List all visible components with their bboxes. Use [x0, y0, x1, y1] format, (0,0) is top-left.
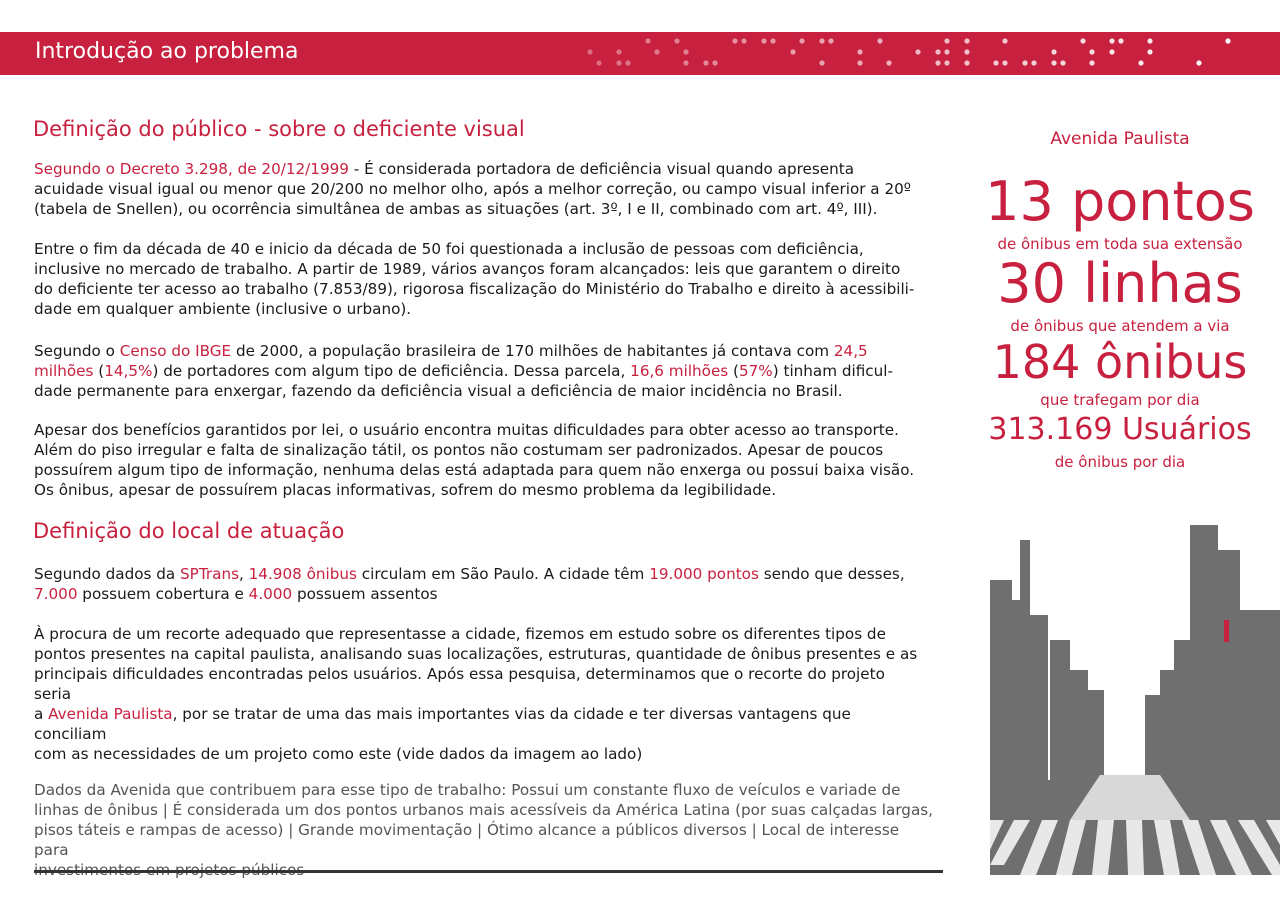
- braille-dot: [596, 60, 601, 65]
- braille-dot: [964, 49, 969, 54]
- braille-dot: [1060, 60, 1065, 65]
- braille-dot: [732, 38, 737, 43]
- footer-note: Dados da Avenida que contribuem para esse tipo de trabalho: Possui um constante fluxo de veículos e variade de linhas de ônibus | É considerada um dos pontos urbanos mais acessíveis da América Latina (por suas calçadas largas, pisos táteis e rampas de acesso) | Grande movimentação | Ótimo alcance a públicos diversos | Local de interesse para: [34, 781, 933, 859]
- braille-dot: [819, 38, 824, 43]
- braille-dot: [654, 49, 659, 54]
- braille-dot: [712, 60, 717, 65]
- braille-dot: [1196, 60, 1201, 65]
- braille-dot: [993, 60, 998, 65]
- braille-dot: [674, 38, 679, 43]
- header-title: Introdução ao problema: [35, 39, 299, 64]
- braille-dot: [915, 49, 920, 54]
- red-sign: [1224, 620, 1229, 642]
- braille-dot: [1109, 49, 1114, 54]
- avenida-paulista-photo: [990, 520, 1280, 875]
- decree-reference: Segundo o Decreto 3.298, de 20/12/1999: [34, 160, 349, 178]
- braille-dot: [857, 49, 862, 54]
- braille-dot: [1138, 60, 1143, 65]
- braille-dot: [587, 49, 592, 54]
- braille-dot: [703, 60, 708, 65]
- braille-dot: [1002, 38, 1007, 43]
- braille-pattern-decoration: [580, 32, 1270, 75]
- braille-dot: [1147, 38, 1152, 43]
- braille-dot: [1089, 60, 1094, 65]
- braille-dot: [1147, 49, 1152, 54]
- paragraph-sptrans: Segundo dados da SPTrans, 14.908 ônibus circulam em São Paulo. A cidade têm 19.000 pontos sendo que desses, 7.000 possuem cobertura e 4.000 possuem assentos: [34, 565, 905, 603]
- paragraph-census: Segundo o Censo do IBGE de 2000, a população brasileira de 170 milhões de habitantes já contava com 24,5 milhões (14,5%) de portadores com algum tipo de deficiência. Dessa parcela, 16,6 milhões (57%) tinham dificul- dade permanente para enxergar, fazendo da deficiência visual a deficiência de maior incidência no Brasil.: [34, 342, 893, 400]
- braille-dot: [1022, 60, 1027, 65]
- braille-dot: [616, 60, 621, 65]
- stat-lines-caption: de ônibus que atendem a via: [1010, 317, 1230, 335]
- braille-dot: [964, 60, 969, 65]
- braille-dot: [770, 38, 775, 43]
- braille-dot: [819, 60, 824, 65]
- braille-dot: [741, 38, 746, 43]
- braille-dot: [1051, 49, 1056, 54]
- stat-stops-value: 13 pontos: [985, 170, 1255, 233]
- braille-dot: [886, 60, 891, 65]
- braille-dot: [683, 60, 688, 65]
- section-title-public: Definição do público - sobre o deficiente visual: [33, 117, 525, 141]
- braille-dot: [857, 60, 862, 65]
- stat-buses-value: 184 ônibus: [992, 335, 1248, 389]
- braille-dot: [1080, 38, 1085, 43]
- sidebar-title: Avenida Paulista: [1050, 129, 1190, 149]
- braille-dot: [625, 60, 630, 65]
- braille-dot: [944, 38, 949, 43]
- paragraph-selection: À procura de um recorte adequado que representasse a cidade, fizemos em estudo sobre os diferentes tipos de pontos presentes na capital paulista, analisando suas localizações, estruturas, quantidade de ônibus presentes e as principais dificuldades encontradas pelos usuários. Após essa pesquisa, determinamos que o recorte do projeto seria a Avenida Paulista, por se tratar de uma das mais importantes vias da cidade e ter diversas vantagens que conciliam com as necessidades de um projeto como este (vide dados da imagem ao lado): [34, 625, 918, 763]
- braille-dot: [683, 49, 688, 54]
- stat-stops-caption: de ônibus em toda sua extensão: [997, 235, 1243, 253]
- braille-dot: [761, 38, 766, 43]
- paragraph-history: Entre o fim da década de 40 e inicio da década de 50 foi questionada a inclusão de pessoas com deficiência, inclusive no mercado de trabalho. A partir de 1989, vários avanços foram alcançados: leis que garantem o direito do deficiente ter acesso ao trabalho (7.853/89), rigorosa fiscalização do Ministério do Trabalho e direito à acessibili- dade em qualquer ambiente (inclusive o urbano).: [34, 240, 915, 318]
- braille-dot: [645, 38, 650, 43]
- braille-dot: [944, 49, 949, 54]
- header-bar: [0, 32, 1280, 75]
- braille-dot: [799, 38, 804, 43]
- braille-dot: [964, 38, 969, 43]
- paragraph-difficulties: Apesar dos benefícios garantidos por lei, o usuário encontra muitas dificuldades para obter acesso ao transporte. Além do piso irregular e falta de sinalização tátil, os pontos não costumam ser padronizados. Apesar de poucos possuírem algum tipo de informação, nenhuma delas está adaptada para quem não enxerga ou possui baixa visão. Os ônibus, apesar de possuírem placas informativas, sofrem do mesmo problema da legibilidade.: [34, 421, 915, 499]
- braille-dot: [1118, 38, 1123, 43]
- braille-dot: [616, 49, 621, 54]
- braille-dot: [944, 60, 949, 65]
- braille-dot: [1002, 60, 1007, 65]
- braille-dot: [1031, 60, 1036, 65]
- braille-dot: [1109, 38, 1114, 43]
- section-title-location: Definição do local de atuação: [33, 519, 345, 543]
- stat-buses-caption: que trafegam por dia: [1040, 391, 1200, 409]
- stat-users-caption: de ônibus por dia: [1054, 453, 1186, 471]
- braille-dot: [1051, 60, 1056, 65]
- braille-dot: [1089, 49, 1094, 54]
- footer-divider: [34, 870, 943, 873]
- stat-users-value: 313.169 Usuários: [988, 412, 1252, 447]
- braille-dot: [935, 60, 940, 65]
- paragraph-decree: Segundo o Decreto 3.298, de 20/12/1999 - É considerada portadora de deficiência visual quando apresenta acuidade visual igual ou menor que 20/200 no melhor olho, após a melhor correção, ou campo visual inferior a 20º (tabela de Snellen), ou ocorrência simultânea de ambas as situações (art. 3º, I e II, combinado com art. 4º, III).: [34, 160, 911, 218]
- braille-dot: [1225, 38, 1230, 43]
- braille-dot: [935, 49, 940, 54]
- braille-dot: [877, 38, 882, 43]
- stat-lines-value: 30 linhas: [997, 252, 1243, 315]
- braille-dot: [790, 49, 795, 54]
- braille-dot: [828, 38, 833, 43]
